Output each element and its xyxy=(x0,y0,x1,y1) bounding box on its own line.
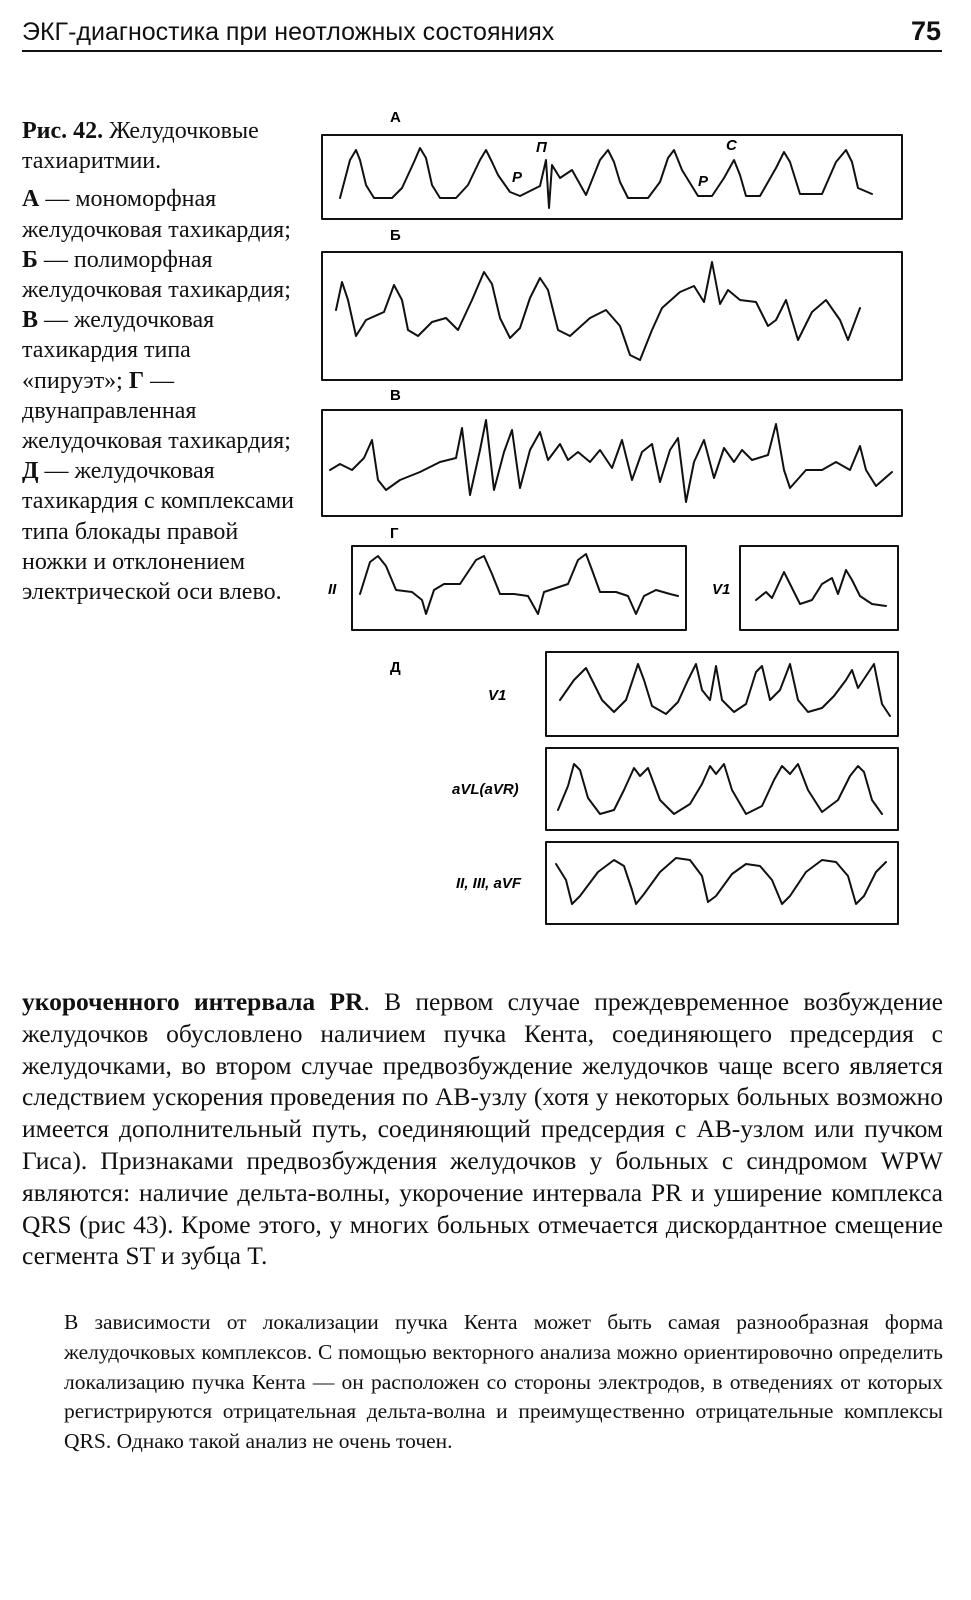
panel-g-lead-ii-frame xyxy=(352,546,686,630)
panel-d-lead-inf-trace xyxy=(556,858,886,904)
panel-g-lead-ii-trace xyxy=(360,554,678,614)
panel-a-ecg-trace xyxy=(340,148,872,208)
panel-d-lead-inf-frame xyxy=(546,842,898,924)
panel-a-label: А xyxy=(390,109,401,126)
lead-label-ii: II xyxy=(328,581,337,598)
main-paragraph-text: . В первом случае преждевременное возбуждение желудочков обусловлено наличием пучка Кента, соединяющего предсердия с желудочками, во втором случае предвозбуждение желудочков чаще всего является следствием ускорения проведения по АВ-узлу (хотя у некоторых больных возможно имеется дополнительный путь, соединяющий предсердия с АВ-узлом или пучком Гиса). Признаками предвозбуждения желудочков у больных с синдромом WPW являются: наличие дельта-волны, укорочение интервала PR и уширение комплекса QRS (рис 43). Кроме этого, у многих больных отмечается дискордантное смещение сегмента ST и зубца T. xyxy=(22,987,943,1271)
p-wave-label-1: P xyxy=(512,169,523,186)
panel-b-ecg-trace xyxy=(336,262,860,360)
caption-title: Желудочковые тахиаритмии. xyxy=(22,118,259,175)
p-wave-label-2: P xyxy=(698,173,709,190)
panel-g-label: Г xyxy=(390,525,399,542)
panel-d-lead-avl-frame xyxy=(546,748,898,830)
panel-d-label: Д xyxy=(390,659,401,676)
main-paragraph xyxy=(22,986,943,1272)
panel-v-label: В xyxy=(390,387,401,404)
running-title: ЭКГ-диагностика при неотложных состояниях xyxy=(22,18,555,46)
small-print-text: В зависимости от локализации пучка Кента может быть самая разнообразная форма желудочковых комплексов. С помощью векторного анализа можно ориентировочно определить локализацию пучка Кента — он расположен со стороны электродов, в отведениях от которых регистрируются отрицательная дельта-волна и преимущественно отрицательные комплексы QRS. Однако такой анализ не очень точен. xyxy=(64,1310,943,1454)
panel-g-lead-v1-trace xyxy=(756,570,886,606)
fusion-beat-label: П xyxy=(536,139,547,156)
caption-label: Рис. 42. xyxy=(22,118,104,144)
page-number: 75 xyxy=(910,16,941,46)
lead-label-v1-g: V1 xyxy=(712,581,731,598)
panel-a-frame xyxy=(322,135,902,219)
caption-description: А — мономорфная желудочковая тахикардия; Б — полиморфная желудочковая тахикардия; В — желудочковая тахикардия типа «пируэт»; Г — двунаправленная желудочковая тахикардия; Д — желудочковая тахикардия с комплексами типа блокады правой ножки и отклонением электрической оси влево. xyxy=(22,186,294,606)
lead-label-v1-d: V1 xyxy=(488,687,507,704)
main-paragraph-lead: укороченного интервала PR xyxy=(22,987,364,1016)
lead-label-avl: aVL(aVR) xyxy=(452,781,519,798)
lead-label-inferior: II, III, aVF xyxy=(456,875,522,892)
panel-v-ecg-trace xyxy=(330,420,892,502)
capture-beat-label: С xyxy=(726,137,737,154)
panel-d-lead-avl-trace xyxy=(558,764,882,814)
small-print-paragraph xyxy=(64,1308,943,1457)
panel-v-frame xyxy=(322,410,902,516)
panel-b-label: Б xyxy=(390,227,401,244)
panel-d-lead-v1-trace xyxy=(560,664,890,716)
